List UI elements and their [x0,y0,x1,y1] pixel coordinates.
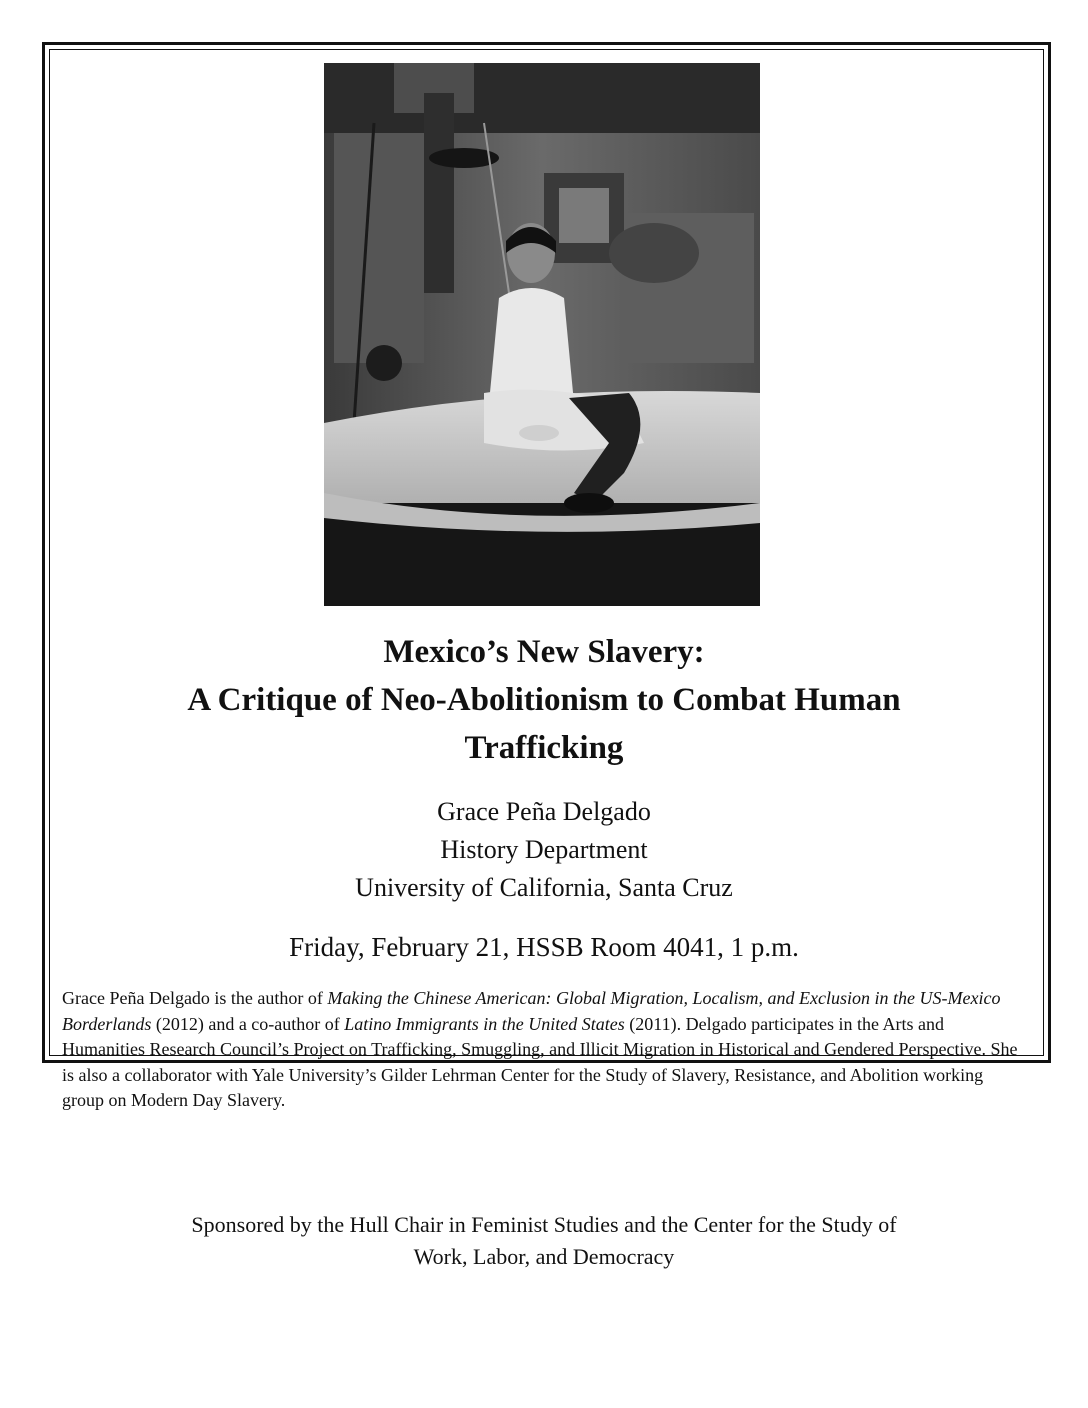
title-line-3: Trafficking [464,730,624,766]
bio-text-1: Grace Peña Delgado is the author of [62,988,328,1008]
bio-book-2: Latino Immigrants in the United States [344,1013,625,1034]
speaker-department: History Department [440,835,648,864]
bio-text-2: (2012) and a co-author of [151,1013,345,1034]
title-line-2: A Critique of Neo-Abolitionism to Combat Human [187,682,901,718]
speaker-name: Grace Peña Delgado [437,797,651,826]
event-title [60,628,1028,772]
sponsor-note [60,1209,1028,1273]
speaker-institution: University of California, Santa Cruz [355,873,733,902]
bio-book-1: Making the Chinese American: Global Migration, Localism, and Exclusion in the US-Mexico Borderlands [62,988,1001,1034]
sponsor-line-1: Sponsored by the Hull Chair in Feminist Studies and the Center for the Study of [191,1212,897,1237]
speaker-bio [62,986,1028,1114]
sponsor-line-2: Work, Labor, and Democracy [413,1244,675,1269]
event-date-location: Friday, February 21, HSSB Room 4041, 1 p.m. [289,932,799,962]
bio-text-3: (2011). Delgado participates in the Arts and Humanities Research Council’s Project on Trafficking, Smuggling, and Illicit Migration in Historical and Gendered Perspective. She is also a collaborator with Yale University’s Gilder Lehrman Center for the Study of Slavery, Resistance, and Abolition working group on Modern Day Slavery. [62,1013,1018,1110]
speaker-block [60,793,1028,907]
historical-photo [324,63,760,606]
title-line-1: Mexico’s New Slavery: [383,634,705,670]
